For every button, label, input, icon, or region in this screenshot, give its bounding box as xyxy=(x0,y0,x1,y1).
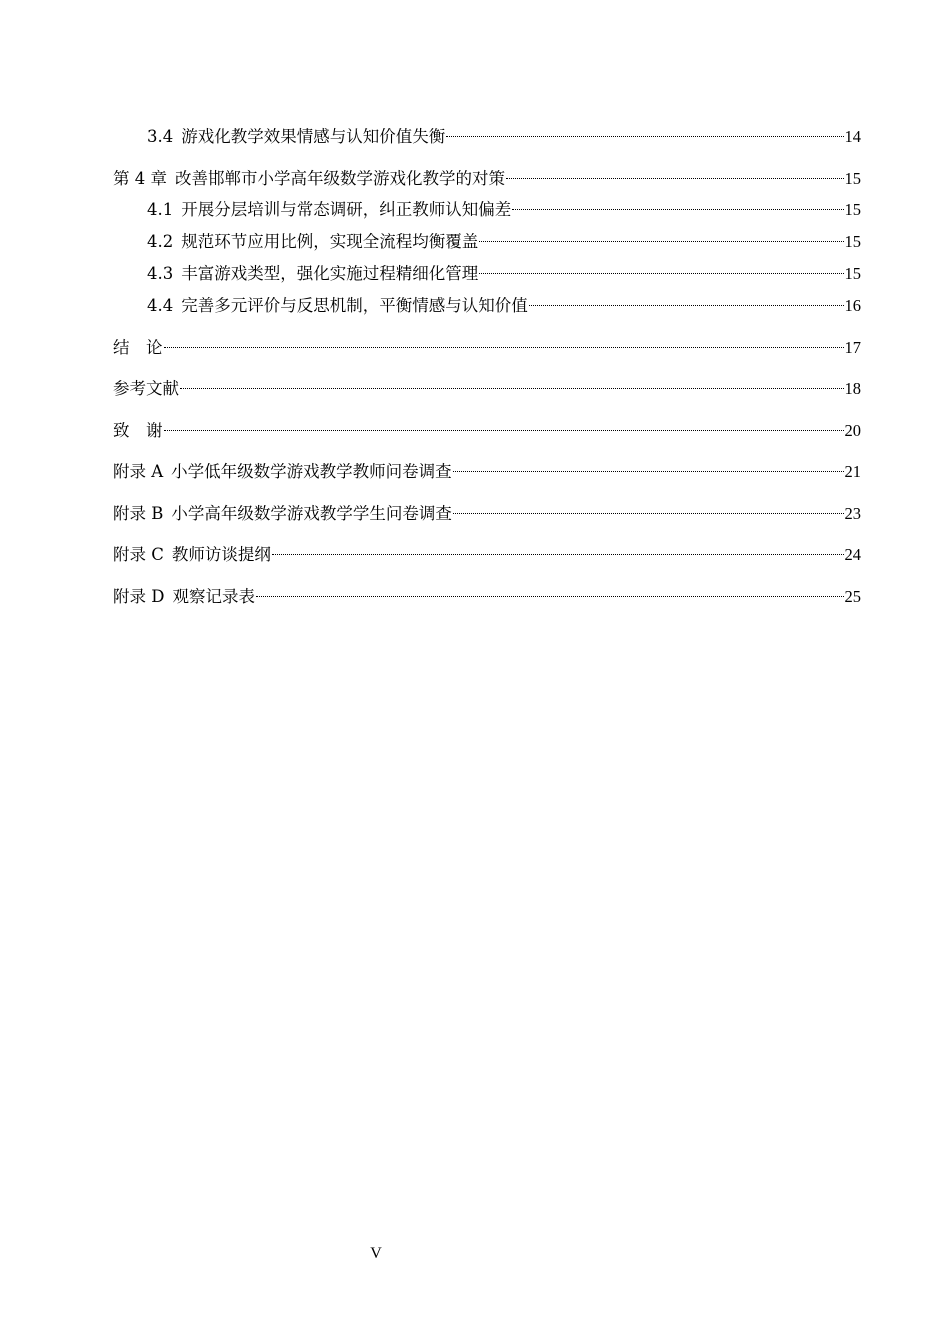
toc-entry-title: 完善多元评价与反思机制，平衡情感与认知价值 xyxy=(181,296,528,315)
toc-entry-references[interactable] xyxy=(113,370,861,398)
toc-entry-label xyxy=(113,167,505,191)
dot-leader xyxy=(478,223,844,247)
toc-entry-title: 参考文献 xyxy=(113,379,179,398)
toc-entry-label xyxy=(113,585,255,609)
toc-entry-page: 15 xyxy=(844,169,861,188)
toc-entry-title: 观察记录表 xyxy=(172,587,255,606)
toc-entry-label xyxy=(113,543,271,567)
toc-entry-number: 4.2 xyxy=(147,232,174,251)
toc-entry-page: 17 xyxy=(844,338,861,357)
toc-entry-appendix-b[interactable] xyxy=(113,495,861,523)
toc-entry-label xyxy=(113,460,452,484)
dot-leader xyxy=(452,453,845,477)
toc-entry-page: 24 xyxy=(844,545,861,564)
toc-entry-page: 16 xyxy=(844,296,861,315)
dot-leader xyxy=(478,255,844,279)
dot-leader xyxy=(179,370,845,394)
toc-entry-page: 21 xyxy=(844,462,861,481)
toc-entry-page: 25 xyxy=(844,587,861,606)
dot-leader xyxy=(163,329,845,353)
toc-entry-label xyxy=(147,262,478,286)
toc-entry-label xyxy=(147,125,445,149)
toc-entry-label xyxy=(147,230,478,254)
toc-entry-label xyxy=(113,502,452,526)
toc-entry-title: 开展分层培训与常态调研，纠正教师认知偏差 xyxy=(181,200,512,219)
toc-entry-number: 附录 A xyxy=(113,462,164,481)
dot-leader xyxy=(255,578,845,602)
toc-entry-number: 附录 C xyxy=(113,545,164,564)
toc-entry-4-1[interactable] xyxy=(147,191,861,219)
toc-entry-conclusion[interactable] xyxy=(113,329,861,357)
toc-entry-page: 20 xyxy=(844,421,861,440)
toc-entry-page: 15 xyxy=(844,200,861,219)
toc-entry-number: 4.3 xyxy=(147,264,174,283)
toc-entry-page: 15 xyxy=(844,232,861,251)
dot-leader xyxy=(452,495,845,519)
toc-entry-title: 丰富游戏类型，强化实施过程精细化管理 xyxy=(181,264,479,283)
toc-entry-title: 结 论 xyxy=(113,338,163,357)
dot-leader xyxy=(163,412,845,436)
toc-entry-3-4[interactable] xyxy=(147,118,861,146)
dot-leader xyxy=(511,191,844,215)
toc-entry-page: 18 xyxy=(844,379,861,398)
dot-leader xyxy=(528,287,845,311)
toc-entry-number: 附录 D xyxy=(113,587,165,606)
toc-entry-number: 3.4 xyxy=(147,127,174,146)
toc-entry-number: 第 4 章 xyxy=(113,169,167,188)
toc-entry-number: 4.4 xyxy=(147,296,174,315)
toc-entry-title: 改善邯郸市小学高年级数学游戏化教学的对策 xyxy=(175,169,505,188)
toc-entry-4-3[interactable] xyxy=(147,255,861,283)
dot-leader xyxy=(271,536,845,560)
toc-entry-label xyxy=(147,294,528,318)
toc-entry-title: 教师访谈提纲 xyxy=(171,545,271,564)
toc-entry-4-2[interactable] xyxy=(147,223,861,251)
toc-entry-number: 4.1 xyxy=(147,200,174,219)
toc-entry-chapter-4[interactable] xyxy=(113,160,861,188)
toc-entry-number: 附录 B xyxy=(113,504,164,523)
toc-entry-appendix-d[interactable] xyxy=(113,578,861,606)
toc-entry-title: 致 谢 xyxy=(113,421,163,440)
dot-leader xyxy=(505,160,845,184)
toc-entry-appendix-c[interactable] xyxy=(113,536,861,564)
toc-entry-title: 小学高年级数学游戏教学学生问卷调查 xyxy=(171,504,452,523)
page-number: V xyxy=(370,1245,382,1262)
toc-entry-page: 23 xyxy=(844,504,861,523)
toc-entry-title: 游戏化教学效果情感与认知价值失衡 xyxy=(181,127,446,146)
toc-entry-title: 规范环节应用比例，实现全流程均衡覆盖 xyxy=(181,232,479,251)
dot-leader xyxy=(445,118,844,142)
toc-entry-page: 15 xyxy=(844,264,861,283)
toc-entry-acknowledgements[interactable] xyxy=(113,412,861,440)
toc-entry-4-4[interactable] xyxy=(147,287,861,315)
toc-entry-label xyxy=(147,198,511,222)
toc-entry-title: 小学低年级数学游戏教学教师问卷调查 xyxy=(171,462,452,481)
toc-entry-page: 14 xyxy=(844,127,861,146)
toc-entry-appendix-a[interactable] xyxy=(113,453,861,481)
